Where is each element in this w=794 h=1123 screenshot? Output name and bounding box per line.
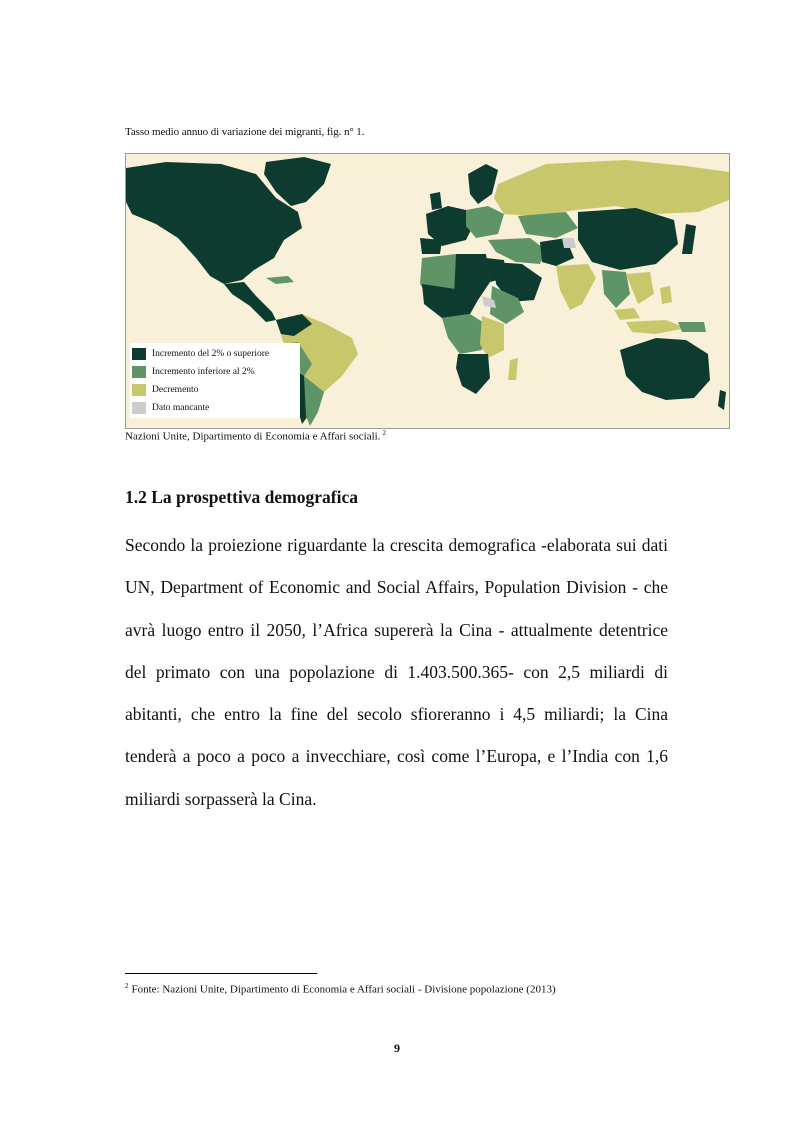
legend-label: Decremento [152, 385, 199, 395]
tibet-missing [562, 238, 576, 248]
figure-caption: Tasso medio annuo di variazione dei migranti, fig. n° 1. [125, 126, 365, 138]
body-paragraph: Secondo la proiezione riguardante la crescita demografica -elaborata sui dati UN, Department of Economic and Social Affairs, Population Division - che avrà luogo entro il 2050, l’Africa supererà la Cina - attualmente detentrice del primato con una popolazione di 1.403.500.365- con 2,5 miliardi di abitanti, che entro la fine del secolo sfioreranno i 4,5 miliardi; la Cina tenderà a poco a poco a invecchiare, così come l’Europa, e l’India con 1,6 miliardi sorpasserà la Cina. [125, 535, 668, 809]
legend-item [130, 381, 300, 399]
philippines [660, 286, 672, 304]
iberia [420, 238, 442, 254]
footnote-reference[interactable]: 2 [382, 429, 386, 437]
uk [430, 192, 442, 210]
legend-item [130, 363, 300, 381]
page-number: 9 [394, 1041, 400, 1055]
section-heading: 1.2 La prospettiva demografica [125, 487, 358, 507]
footnote [125, 982, 556, 996]
figure-source-text: Nazioni Unite, Dipartimento di Economia e Affari sociali. [125, 430, 381, 443]
legend-item [130, 345, 300, 363]
footnote-divider [125, 973, 317, 974]
legend-label: Incremento del 2% o superiore [152, 349, 270, 359]
footnote-text: Fonte: Nazioni Unite, Dipartimento di Economia e Affari sociali - Divisione popolazione (2013) [131, 983, 556, 996]
legend-swatch-high [132, 348, 146, 360]
legend-item [130, 399, 300, 417]
legend-label: Dato mancante [152, 403, 210, 413]
legend-label: Incremento inferiore al 2% [152, 367, 255, 377]
new-guinea [678, 322, 706, 332]
legend-swatch-decrease [132, 384, 146, 396]
legend-swatch-missing [132, 402, 146, 414]
figure-source [125, 429, 386, 443]
legend-swatch-low [132, 366, 146, 378]
footnote-number: 2 [125, 982, 129, 990]
map-legend [130, 343, 300, 418]
world-map-figure [125, 153, 730, 429]
